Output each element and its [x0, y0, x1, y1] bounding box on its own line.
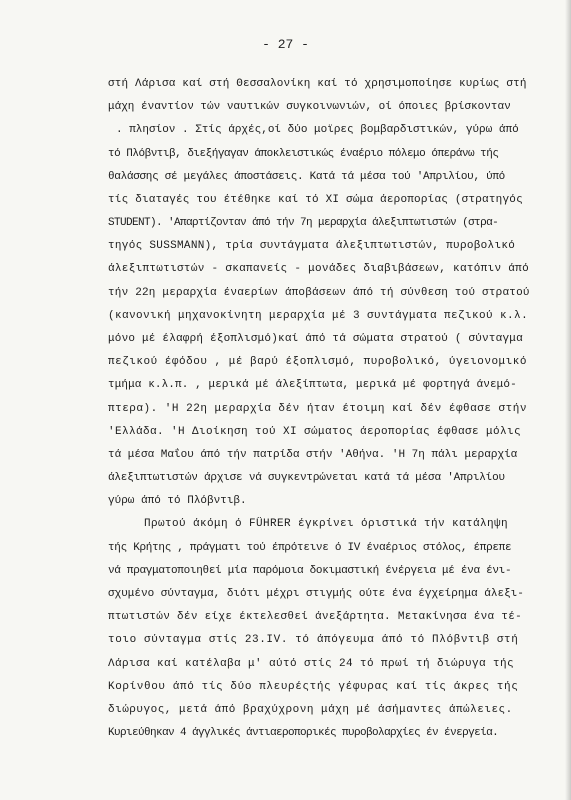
text-line: τίς διαταγές του έτέθηκε καί τό XI σώμα άεροπορίας (στρατηγός [108, 193, 523, 206]
text-line: στή Λάρισα καί στή Θεσσαλονίκη καί τό χρησιμοποίησε κυρίως στή [108, 78, 527, 90]
text-line: μόνο μέ έλαφρή έξοπλισμό)καί άπό τά σώματα στρατού ( σύνταγμα [108, 333, 523, 345]
text-line: τηγός SUSSMANN), τρία συντάγματα άλεξιπτωτιστών, πυροβολικό [108, 240, 516, 253]
text-line: Κυριεύθηκαν 4 άγγλικές άντιαεροπορικές πυροβολαρχίες έν ένεργεία. [108, 727, 499, 739]
text-line: 'Ελλάδα. 'Η Διοίκηση τού XI σώματος άεροπορίας έφθασε μόλις [108, 425, 522, 438]
text-line: γύρω άπό τό Πλόβντιβ. [108, 495, 247, 508]
text-line: τά μέσα Μαΐου άπό τήν πατρίδα στήν 'Αθήνα. 'Η 7η πάλι μεραρχία [108, 448, 518, 461]
text-line: μάχη έναντίον τών ναυτικών συγκοινωνιών, οί όποιες βρίσκονταν [108, 101, 511, 114]
text-line: πεζικού έφόδου , μέ βαρύ έξοπλισμό, πυροβολικό, ύγειονομικό [108, 356, 527, 369]
page-number: - 27 - [262, 37, 309, 52]
text-line: θαλάσσης σέ μεγάλες άποστάσεις. Κατά τά μέσα τού 'Απριλίου, ύπό [108, 170, 505, 183]
text-line: τοιο σύνταγμα στίς 23.IV. τό άπόγευμα άπό τό Πλόβντιβ στή [108, 634, 519, 647]
text-line: Λάρισα καί κατέλαβα μ' αύτό στίς 24 τό πρωί τή διώρυγα τής [108, 657, 515, 670]
text-line: πτωτιστών δέν είχε έκτελεσθεί άνεξάρτητα. Μετακίνησα ένα τέ- [108, 611, 523, 624]
text-line: διώρυγος, μετά άπό βραχύχρονη μάχη μέ άσήμαντες άπώλειες. [108, 703, 513, 716]
text-line: Κορίνθου άπό τίς δύο πλευρέςτής γέφυρας καί τίς άκρες τής [108, 680, 519, 693]
text-line: (κανονική μηχανοκίνητη μεραρχία μέ 3 συντάγματα πεζικού κ.λ. [108, 309, 529, 322]
text-line: άλεξιπτωτιστών άρχισε νά συγκεντρώνεται κατά τά μέσα 'Απριλίου [108, 472, 505, 484]
text-line: Πρωτού άκόμη ό FÜHRER έγκρίνει όριστικά τήν κατάληψη [144, 518, 509, 531]
page-edge-shadow [565, 0, 571, 800]
text-line: STUDENT). 'Απαρτίζονταν άπό τήν 7η μεραρχία άλεξιπτωτιστών (στρα- [108, 217, 499, 230]
text-line: τμήμα κ.λ.π. , μερικά μέ άλεξίπτωτα, μερικά μέ φορτηγά άνεμό- [108, 379, 517, 392]
text-line: πτερα). 'Η 22η μεραρχία δέν ήταν έτοιμη καί δέν έφθασε στήν [108, 402, 527, 415]
text-line: τήν 22η μεραρχία έναερίων άποβάσεων άπό τή σύνθεση τού στρατού [108, 286, 530, 299]
text-line: νά πραγματοποιηθεί μία παρόμοια δοκιμαστική ένέργεια μέ ένα ένι- [108, 564, 512, 577]
text-line: σχυμένο σύνταγμα, διότι μέχρι στιγμής ούτε ένα έγχείρημα άλεξι- [108, 587, 524, 600]
text-line: . πλησίον . Στίς άρχές,οί δύο μοϊρες βομβαρδιστικών, γύρω άπό [116, 124, 519, 137]
text-line: τής Κρήτης , πράγματι τού έπρότεινε ό IV έναέριος στόλος, έπρεπε [108, 541, 512, 554]
text-line: τό Πλόβντιβ, διεξήγαγαν άποκλειστικώς έναέριο πόλεμο όπεράνω τής [108, 147, 499, 160]
text-line: άλεξιπτωτιστών - σκαπανείς - μονάδες διαβιβάσεων, κατόπιν άπό [108, 263, 529, 276]
